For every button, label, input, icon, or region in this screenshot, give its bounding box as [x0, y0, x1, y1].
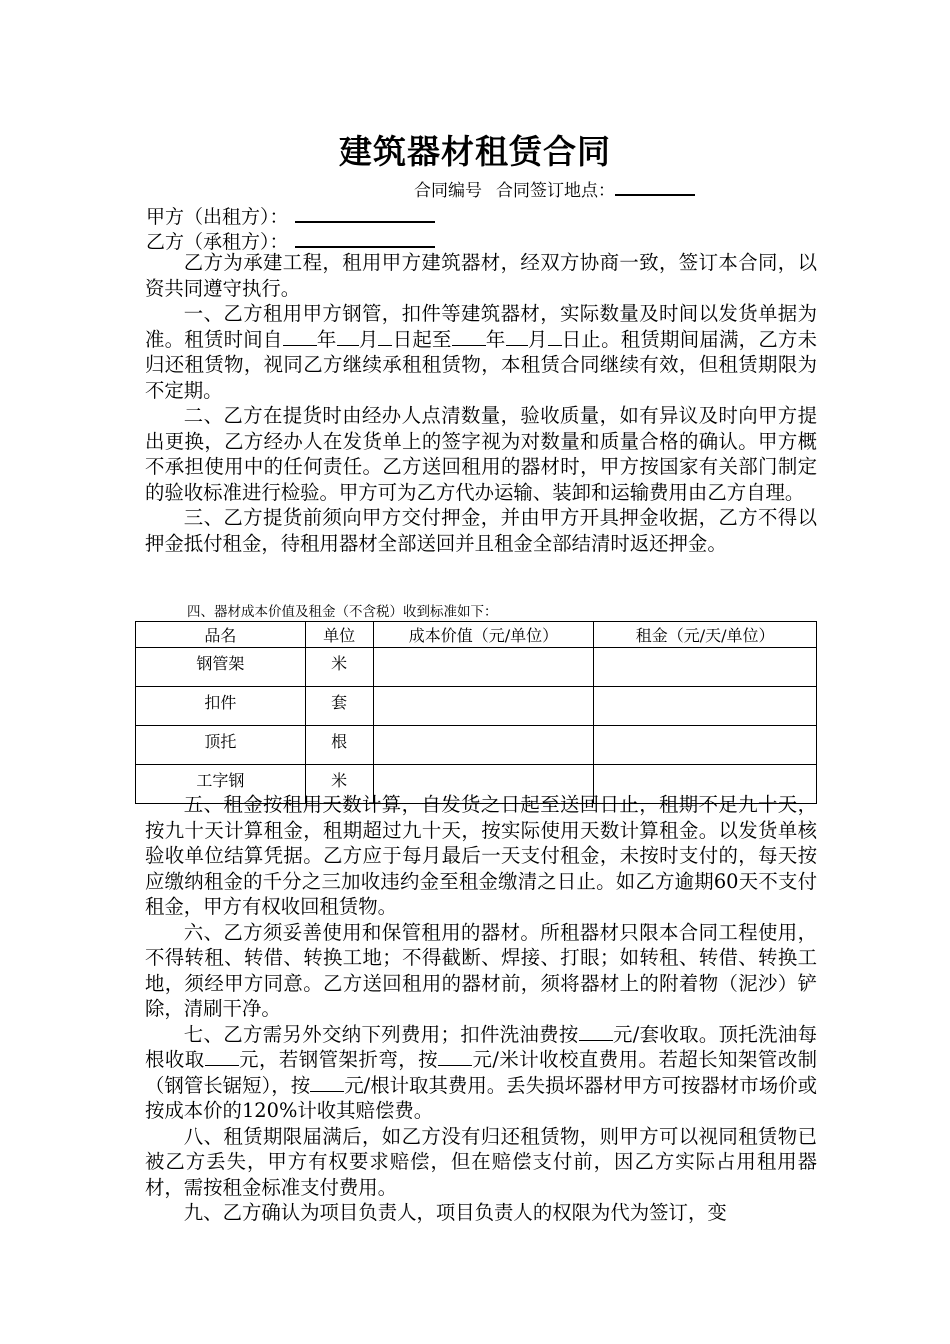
party-a-label: 甲方（出租方）：	[146, 206, 289, 228]
party-b-blank	[295, 230, 435, 248]
party-b-label: 乙方（承租方）：	[146, 231, 289, 253]
cell-unit: 根	[305, 726, 373, 765]
clause-2: 二、乙方在提货时由经办人点清数量，验收质量，如有异议及时向甲方提出更换，乙方经办人在发货单上的签字视为对数量和质量合格的确认。甲方概不承担使用中的任何责任。乙方送回租用的器材时，甲方按国家有关部门制定的验收标准进行检验。甲方可为乙方代办运输、装卸和运输费用由乙方自理。	[145, 404, 817, 504]
clause-8: 八、租赁期限届满后，如乙方没有归还租赁物，则甲方可以视同租赁物已被乙方丢失，甲方有权要求赔偿，但在赔偿支付前，因乙方实际占用租用器材，需按租金标准支付费用。	[145, 1124, 817, 1199]
cell-unit: 米	[305, 765, 373, 804]
cell-name: 钢管架	[136, 648, 306, 687]
contract-no-label: 合同编号	[414, 181, 482, 201]
sign-place-label: 合同签订地点：	[496, 181, 615, 201]
party-a-blank	[295, 205, 435, 223]
table-row	[136, 687, 817, 726]
cell-unit: 米	[305, 648, 373, 687]
cell-rent	[594, 648, 817, 687]
equipment-price-table	[135, 621, 817, 804]
cell-unit: 套	[305, 687, 373, 726]
cell-cost	[373, 726, 594, 765]
cell-name: 工字钢	[136, 765, 306, 804]
header-name: 品名	[136, 622, 306, 648]
document-title: 建筑器材租赁合同	[339, 132, 611, 171]
table-header-row	[136, 622, 817, 648]
cell-cost	[373, 648, 594, 687]
clause-9: 九、乙方确认为项目负责人，项目负责人的权限为代为签订，变	[183, 1201, 727, 1224]
header-rent: 租金（元/天/单位）	[594, 622, 817, 648]
clause-3: 三、乙方提货前须向甲方交付押金，并由甲方开具押金收据，乙方不得以押金抵付租金，待租用器材全部送回并且租金全部结清时返还押金。	[145, 506, 817, 555]
header-cost: 成本价值（元/单位）	[373, 622, 594, 648]
cell-cost	[373, 687, 594, 726]
clause-6: 六、乙方须妥善使用和保管租用的器材。所租器材只限本合同工程使用，不得转租、转借、转换工地；不得截断、焊接、打眼；如转租、转借、转换工地，须经甲方同意。乙方送回租用的器材前，须将器材上的附着物（泥沙）铲除，清刷干净。	[145, 920, 817, 1020]
cell-name: 扣件	[136, 687, 306, 726]
cell-rent	[594, 726, 817, 765]
clause-7: 七、乙方需另外交纳下列费用；扣件洗油费按 元/套收取。顶托洗油每根收取 元，若钢管架折弯，按 元/米计收校直费用。若超长知架管改制（钢管长锯短），按 元/根计取其费用。丢失损坏器材甲方可按器材市场价或按成本价的120%计收其赔偿费。	[145, 1022, 818, 1122]
cell-rent	[594, 687, 817, 726]
table-row	[136, 726, 817, 765]
clauses-top	[145, 250, 817, 556]
table-row	[136, 648, 817, 687]
clause-1: 一、乙方租用甲方钢管，扣件等建筑器材，实际数量及时间以发货单据为准。租赁时间自 年 月 日起至 年 月 日止。租赁期间届满，乙方未归还租赁物，视同乙方继续承租租赁物，本租赁合同继续有效，但租赁期限为不定期。	[145, 302, 818, 402]
intro-paragraph: 乙方为承建工程，租用甲方建筑器材，经双方协商一致，签订本合同，以资共同遵守执行。	[145, 251, 817, 300]
contract-meta-line	[414, 176, 695, 201]
clauses-bottom	[145, 792, 817, 1226]
table-caption: 四、器材成本价值及租金（不含税）收到标准如下：	[187, 604, 498, 620]
cell-name: 顶托	[136, 726, 306, 765]
party-a-line	[146, 202, 435, 229]
clause-5: 五、租金按租用天数计算，自发货之日起至送回日止，租期不足九十天，按九十天计算租金，租期超过九十天，按实际使用天数计算租金。以发货单核验收单位结算凭据。乙方应于每月最后一天支付租金，未按时支付的，每天按应缴纳租金的千分之三加收违约金至租金缴清之日止。如乙方逾期60天不支付租金，甲方有权收回租赁物。	[145, 793, 817, 918]
header-unit: 单位	[305, 622, 373, 648]
sign-place-blank	[615, 180, 695, 196]
